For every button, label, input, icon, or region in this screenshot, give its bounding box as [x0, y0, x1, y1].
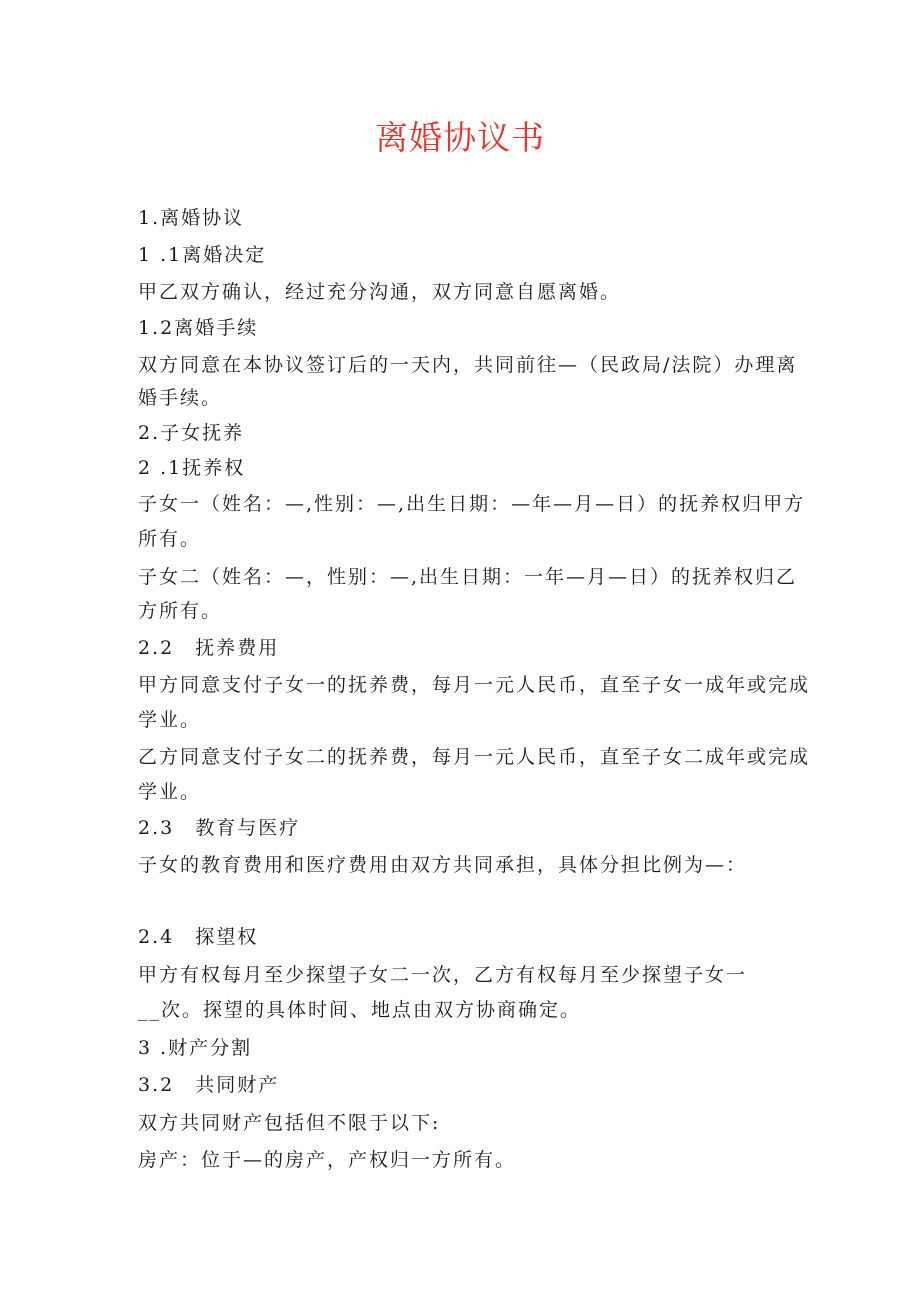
paragraph: 子女的教育费用和医疗费用由双方共同承担，具体分担比例为—： [138, 854, 748, 876]
paragraph: 所有。 [138, 528, 202, 550]
paragraph: 甲乙双方确认，经过充分沟通，双方同意自愿离婚。 [138, 281, 622, 303]
paragraph: 方所有。 [138, 600, 223, 622]
subsection-heading: 2.4 探望权 [138, 926, 259, 948]
section-heading: 3 .财产分割 [138, 1037, 253, 1059]
section-heading: 2.子女抚养 [138, 422, 245, 444]
paragraph: 子女二（姓名：—，性别：—,出生日期：一年—月—日）的抚养权归乙 [138, 566, 798, 588]
paragraph: 婚手续。 [138, 387, 223, 409]
paragraph: 学业。 [138, 781, 202, 803]
subsection-heading: 1 .1离婚决定 [138, 244, 267, 266]
paragraph: 甲方同意支付子女一的抚养费，每月一元人民币，直至子女一成年或完成 [138, 674, 811, 696]
subsection-heading: 2.3 教育与医疗 [138, 817, 301, 839]
paragraph: 学业。 [138, 709, 202, 731]
subsection-heading: 1.2离婚手续 [138, 317, 259, 339]
subsection-heading: 2.2 抚养费用 [138, 637, 280, 659]
paragraph: 乙方同意支付子女二的抚养费，每月一元人民币，直至子女二成年或完成 [138, 746, 811, 768]
paragraph: 双方同意在本协议签订后的一天内，共同前往—（民政局/法院）办理离 [138, 354, 798, 376]
paragraph: 房产：位于—的房产，产权归一方所有。 [138, 1149, 517, 1171]
document-title: 离婚协议书 [375, 118, 545, 157]
section-heading: 1.离婚协议 [138, 207, 245, 229]
subsection-heading: 2 .1抚养权 [138, 457, 246, 479]
paragraph: __次。探望的具体时间、地点由双方协商确定。 [138, 999, 582, 1021]
paragraph: 甲方有权每月至少探望子女二一次，乙方有权每月至少探望子女一 [138, 964, 748, 986]
subsection-heading: 3.2 共同财产 [138, 1074, 280, 1096]
paragraph: 双方共同财产包括但不限于以下: [138, 1112, 441, 1134]
paragraph: 子女一（姓名：—,性别：—,出生日期：—年—月—日）的抚养权归甲方 [138, 493, 806, 515]
